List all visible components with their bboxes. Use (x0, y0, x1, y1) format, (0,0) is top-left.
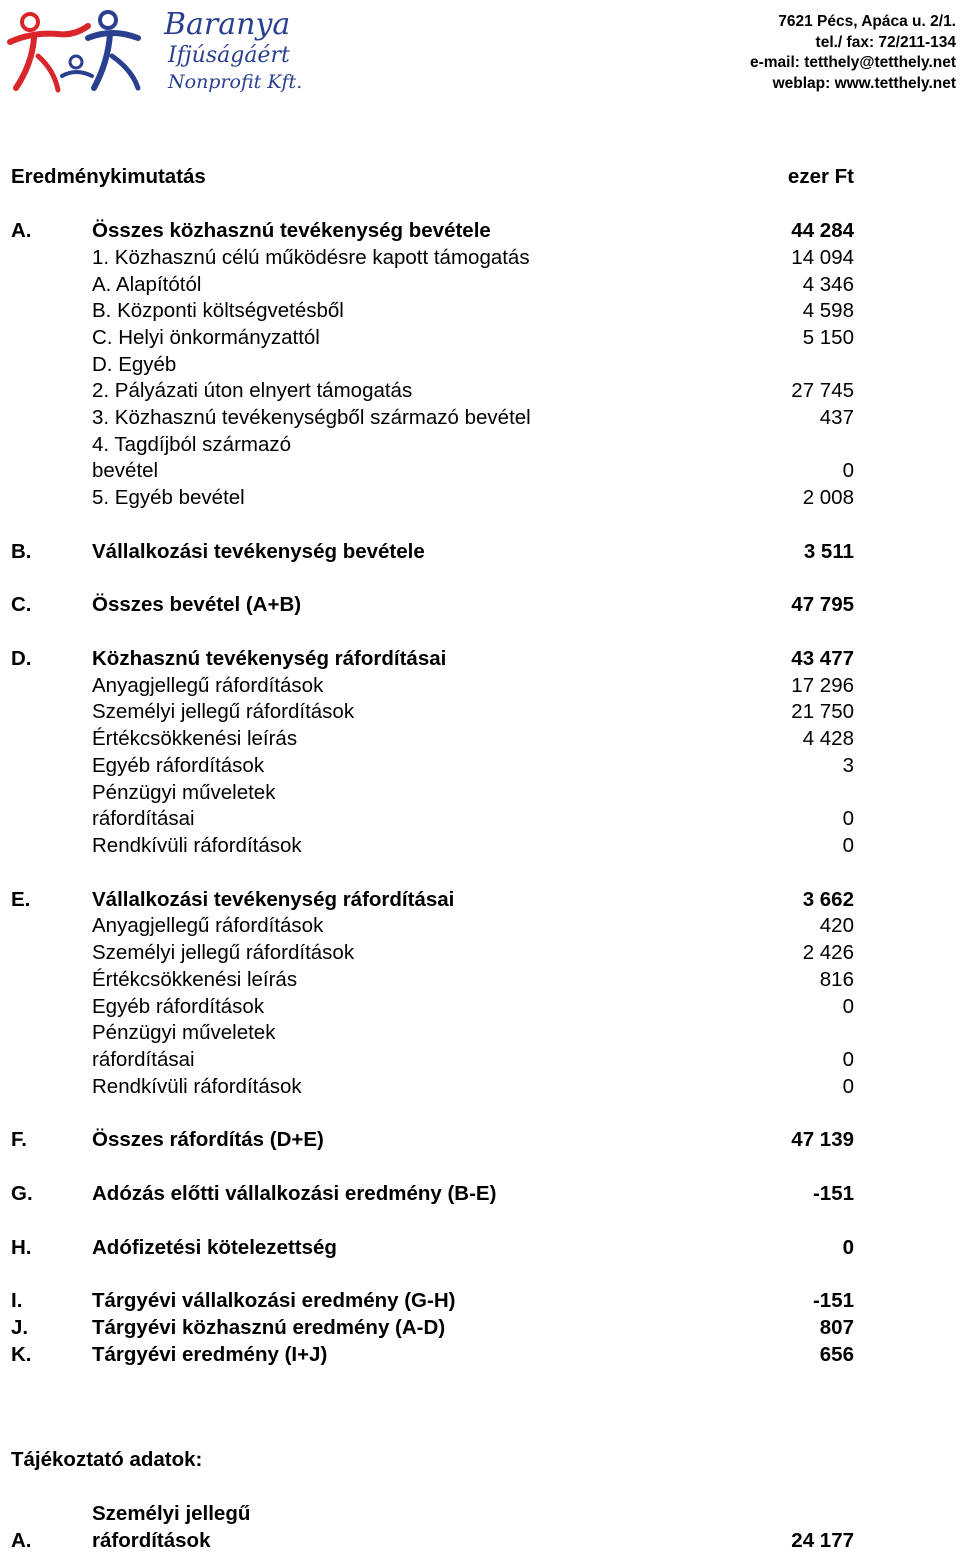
row-label: C. Helyi önkormányzattól (92, 326, 320, 349)
row-label: Adófizetési kötelezettség (92, 1236, 337, 1259)
report-title-row (0, 163, 960, 190)
table-row (0, 1073, 960, 1100)
table-row (0, 912, 960, 939)
table-row (0, 377, 960, 404)
row-value: 0 (842, 1048, 854, 1071)
row-label: Adózás előtti vállalkozási eredmény (B-E) (92, 1182, 497, 1205)
report-title: Eredménykimutatás (11, 165, 206, 188)
row-label: ráfordításai (92, 1048, 195, 1071)
row-value: 2 008 (802, 486, 854, 509)
table-row (0, 886, 960, 913)
row-value: 0 (842, 459, 854, 482)
info-title-row (0, 1446, 960, 1473)
logo-line2: Ifjúságáért (168, 43, 290, 68)
row-value: 4 346 (802, 273, 854, 296)
row-value: 47 139 (791, 1128, 854, 1151)
row-code: A. (11, 1529, 32, 1552)
row-label: 3. Közhasznú tevékenységből származó bevétel (92, 406, 531, 429)
row-label: A. Alapítótól (92, 273, 202, 296)
row-label: Személyi jellegű ráfordítások (92, 700, 355, 723)
row-label: 4. Tagdíjból származó (92, 433, 292, 456)
row-value: -151 (812, 1289, 854, 1312)
row-label: Személyi jellegű ráfordítások (92, 941, 355, 964)
table-row (0, 591, 960, 618)
table-row (0, 244, 960, 271)
table-row (0, 1046, 960, 1073)
row-label: Tárgyévi eredmény (I+J) (92, 1343, 328, 1366)
company-logo (4, 4, 304, 96)
contact-web: weblap: www.tetthely.net (772, 74, 956, 92)
row-label: 2. Pályázati úton elnyert támogatás (92, 379, 413, 402)
row-value: 0 (842, 1075, 854, 1098)
row-value: 43 477 (791, 647, 854, 670)
table-row (0, 1341, 960, 1368)
contact-phone: tel./ fax: 72/211-134 (815, 33, 956, 51)
row-label: Értékcsökkenési leírás (92, 727, 298, 750)
row-code: F. (11, 1128, 27, 1151)
row-value: 420 (819, 914, 854, 937)
table-row (0, 1019, 960, 1046)
table-row (0, 217, 960, 244)
row-value: 27 745 (791, 379, 854, 402)
row-label: Pénzügyi műveletek (92, 1021, 276, 1044)
row-value: 5 150 (802, 326, 854, 349)
row-label: Anyagjellegű ráfordítások (92, 914, 324, 937)
table-row (0, 832, 960, 859)
table-row (0, 966, 960, 993)
row-value: 47 795 (791, 593, 854, 616)
row-value: 656 (819, 1343, 854, 1366)
row-label: Pénzügyi műveletek (92, 781, 276, 804)
table-row (0, 752, 960, 779)
row-label: 5. Egyéb bevétel (92, 486, 245, 509)
row-code: E. (11, 888, 31, 911)
row-value: 816 (819, 968, 854, 991)
contact-address: 7621 Pécs, Apáca u. 2/1. (778, 13, 956, 30)
table-row (0, 698, 960, 725)
row-value: 3 511 (803, 540, 854, 563)
row-code: D. (11, 647, 32, 670)
row-label: Egyéb ráfordítások (92, 754, 265, 777)
table-row (0, 1234, 960, 1261)
row-value: 17 296 (791, 674, 854, 697)
row-value: 44 284 (791, 219, 854, 242)
row-value: 2 426 (802, 941, 854, 964)
row-label: Összes közhasznú tevékenység bevétele (92, 219, 491, 242)
logo-line3: Nonprofit Kft. (168, 71, 303, 93)
row-label: 1. Közhasznú célú működésre kapott támogatás (92, 246, 530, 269)
row-code: I. (11, 1289, 23, 1312)
row-label: ráfordítások (92, 1529, 211, 1552)
row-label: Vállalkozási tevékenység ráfordításai (92, 888, 455, 911)
row-label: Közhasznú tevékenység ráfordításai (92, 647, 447, 670)
row-value: 14 094 (791, 246, 854, 269)
table-row (0, 457, 960, 484)
table-row (0, 1527, 960, 1554)
table-row (0, 271, 960, 298)
row-code: B. (11, 540, 32, 563)
row-label: Értékcsökkenési leírás (92, 968, 298, 991)
table-row (0, 324, 960, 351)
table-row (0, 645, 960, 672)
row-value: 24 177 (791, 1529, 854, 1552)
table-row (0, 297, 960, 324)
table-row (0, 779, 960, 806)
row-value: 437 (819, 406, 854, 429)
contact-block (676, 12, 956, 94)
row-code: G. (11, 1182, 33, 1205)
row-label: B. Központi költségvetésből (92, 299, 344, 322)
row-label: bevétel (92, 459, 159, 482)
row-value: 0 (842, 1236, 854, 1259)
row-label: Személyi jellegű (92, 1502, 251, 1525)
table-row (0, 993, 960, 1020)
row-code: A. (11, 219, 32, 242)
row-value: 3 (842, 754, 854, 777)
row-label: D. Egyéb (92, 353, 177, 376)
table-row (0, 538, 960, 565)
row-label: Összes bevétel (A+B) (92, 593, 302, 616)
row-value: 3 662 (802, 888, 854, 911)
row-label: Tárgyévi vállalkozási eredmény (G-H) (92, 1289, 456, 1312)
info-title: Tájékoztató adatok: (11, 1448, 203, 1471)
table-row (0, 431, 960, 458)
report-unit: ezer Ft (787, 165, 854, 188)
logo-line1: Baranya (164, 7, 291, 42)
row-value: 807 (819, 1316, 854, 1339)
row-label: Egyéb ráfordítások (92, 995, 265, 1018)
figures-icon (10, 12, 138, 90)
row-label: Rendkívüli ráfordítások (92, 1075, 302, 1098)
row-label: Tárgyévi közhasznú eredmény (A-D) (92, 1316, 446, 1339)
row-value: -151 (812, 1182, 854, 1205)
table-row (0, 725, 960, 752)
row-value: 4 428 (802, 727, 854, 750)
table-row (0, 1287, 960, 1314)
row-code: J. (11, 1316, 29, 1339)
row-label: Vállalkozási tevékenység bevétele (92, 540, 425, 563)
row-value: 0 (842, 995, 854, 1018)
row-value: 0 (842, 807, 854, 830)
table-row (0, 805, 960, 832)
table-row (0, 404, 960, 431)
row-label: Rendkívüli ráfordítások (92, 834, 302, 857)
table-row (0, 351, 960, 378)
row-label: ráfordításai (92, 807, 195, 830)
table-row (0, 672, 960, 699)
row-code: K. (11, 1343, 32, 1366)
row-value: 4 598 (802, 299, 854, 322)
row-label: Összes ráfordítás (D+E) (92, 1128, 324, 1151)
row-value: 0 (842, 834, 854, 857)
row-code: H. (11, 1236, 32, 1259)
table-row (0, 939, 960, 966)
row-value: 21 750 (791, 700, 854, 723)
row-code: C. (11, 593, 32, 616)
table-row (0, 484, 960, 511)
table-row (0, 1126, 960, 1153)
contact-email: e-mail: tetthely@tetthely.net (749, 54, 956, 71)
table-row (0, 1180, 960, 1207)
table-row (0, 1314, 960, 1341)
row-label: Anyagjellegű ráfordítások (92, 674, 324, 697)
table-row (0, 1500, 960, 1527)
